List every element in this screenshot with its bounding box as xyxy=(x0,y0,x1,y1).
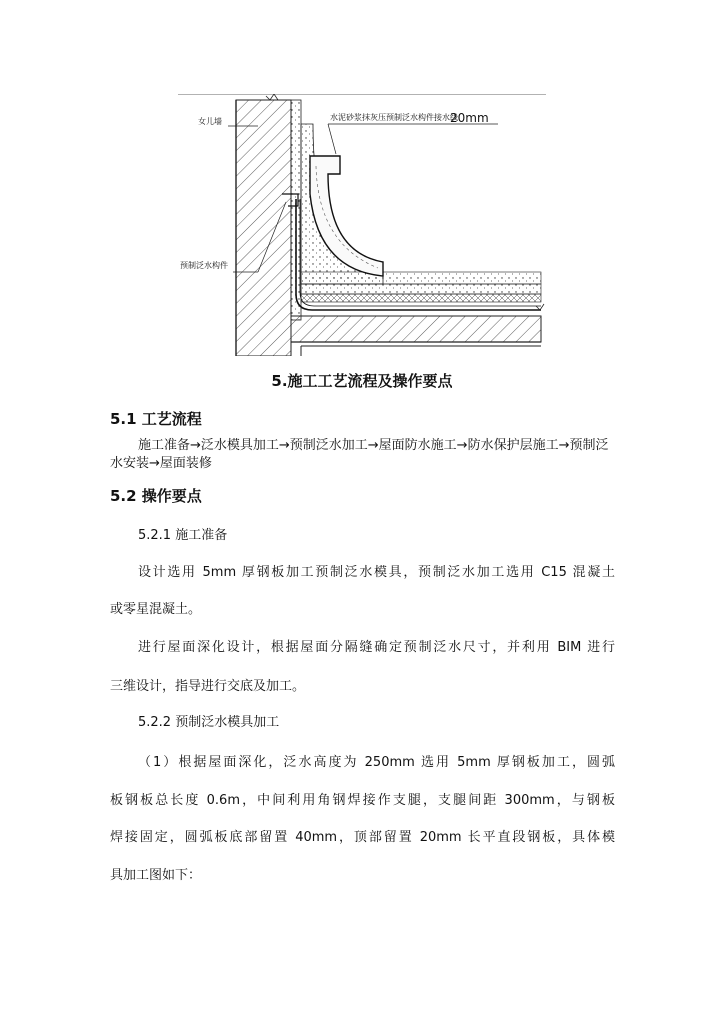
para1-line2: 或零星混凝土。 xyxy=(110,602,202,617)
label-dimension: 20mm xyxy=(450,111,489,125)
para3-line3: 焊接固定，圆弧板底部留置 40mm，顶部留置 20mm 长平直段钢板，具体模 xyxy=(110,830,615,845)
heading-5-2: 5.2 操作要点 xyxy=(110,487,202,505)
label-mortar: 水泥砂浆抹灰压预制泛水构件接水线 xyxy=(330,113,458,122)
heading-5-1: 5.1 工艺流程 xyxy=(110,410,202,428)
para2-line1: 进行屋面深化设计，根据屋面分隔缝确定预制泛水尺寸，并利用 BIM 进行 xyxy=(138,640,615,655)
para2-line2: 三维设计，指导进行交底及加工。 xyxy=(110,679,306,694)
para3-line2: 板钢板总长度 0.6m，中间利用角钢焊接作支腿，支腿间距 300mm，与钢板 xyxy=(110,793,615,808)
roof-slab xyxy=(291,316,541,342)
section-drawing xyxy=(178,94,548,356)
para3-line4: 具加工图如下： xyxy=(110,868,202,883)
parapet-wall xyxy=(236,100,291,356)
para3-line1: （1）根据屋面深化，泛水高度为 250mm 选用 5mm 厚钢板加工，圆弧 xyxy=(138,755,615,770)
section-title: 5.施工工艺流程及操作要点 xyxy=(271,372,453,390)
label-parapet: 女儿墙 xyxy=(198,117,222,126)
para1-line1: 设计选用 5mm 厚钢板加工预制泛水模具，预制泛水加工选用 C15 混凝土 xyxy=(138,565,615,580)
subheading-5-2-1: 5.2.1 施工准备 xyxy=(138,528,228,543)
flow-paragraph: 施工准备→泛水模具加工→预制泛水加工→屋面防水施工→防水保护层施工→预制泛水安装→屋面装修 xyxy=(110,438,609,471)
label-component: 预制泛水构件 xyxy=(180,261,228,270)
subheading-5-2-2: 5.2.2 预制泛水模具加工 xyxy=(138,715,280,730)
